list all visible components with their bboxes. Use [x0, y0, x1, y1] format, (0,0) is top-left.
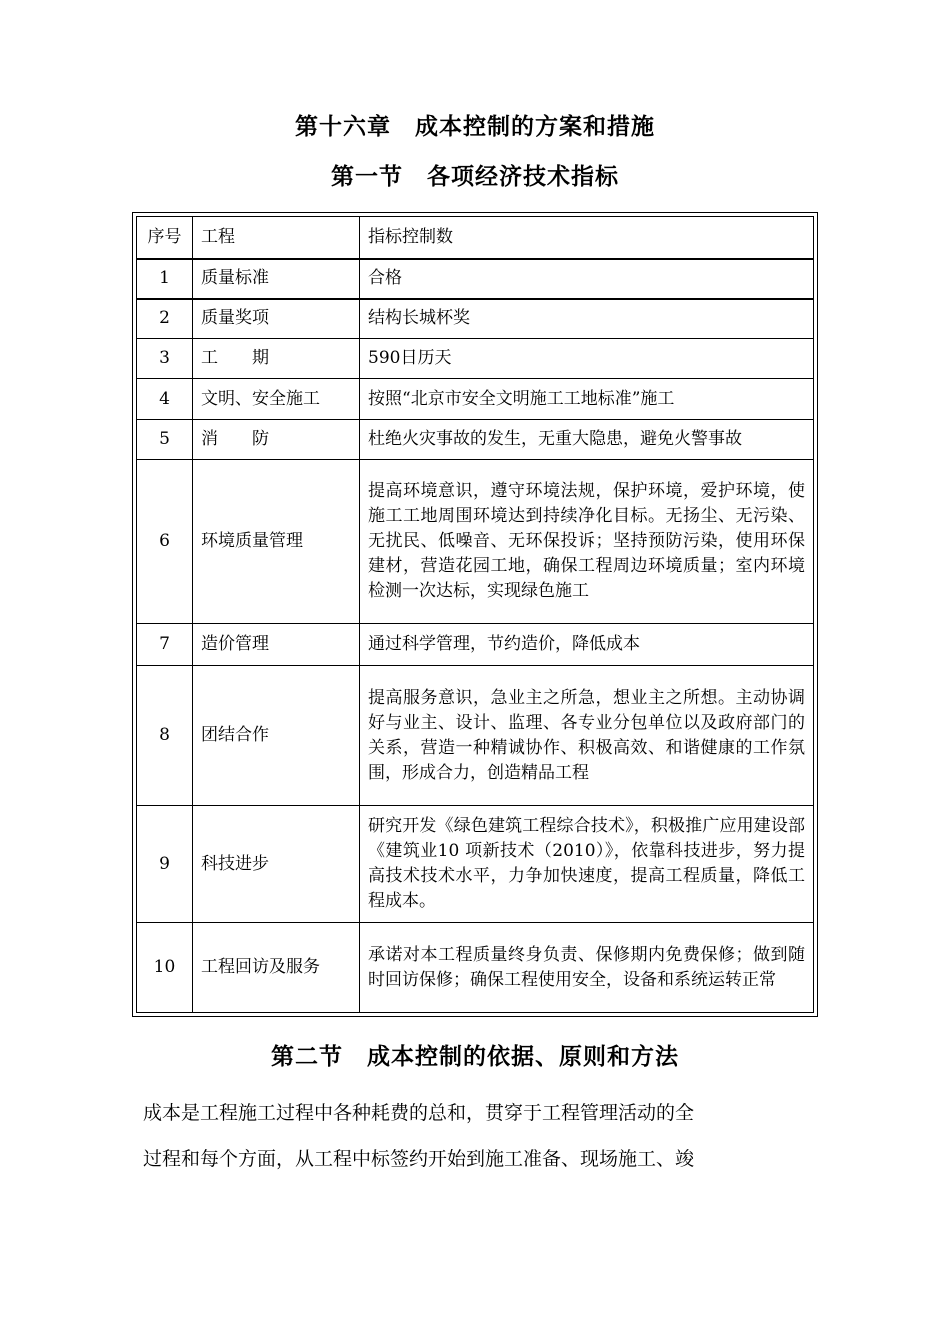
header-item: 工程 — [193, 217, 360, 259]
row-no: 5 — [137, 420, 193, 460]
section-title-1: 第一节 各项经济技术指标 — [331, 164, 619, 190]
row-item: 消 防 — [193, 420, 360, 460]
row-item: 质量标准 — [193, 259, 360, 299]
row-no: 1 — [137, 259, 193, 299]
header-no: 序号 — [137, 217, 193, 259]
chapter-title: 第十六章 成本控制的方案和措施 — [295, 114, 655, 140]
table-row — [137, 379, 814, 420]
row-content: 合格 — [360, 259, 814, 299]
row-content: 提高环境意识，遵守环境法规，保护环境，爱护环境，使施工工地周围环境达到持续净化目标。无扬尘、无污染、无扰民、低噪音、无环保投诉；坚持预防污染，使用环保建材，营造花园工地，确保工程周边环境质量；室内环境检测一次达标，实现绿色施工 — [360, 460, 814, 624]
row-content: 按照“北京市安全文明施工工地标准”施工 — [360, 379, 814, 420]
row-no: 9 — [137, 806, 193, 923]
table-row — [137, 666, 814, 806]
row-no: 2 — [137, 299, 193, 339]
row-item: 团结合作 — [193, 666, 360, 806]
table-row — [137, 923, 814, 1013]
header-content: 指标控制数 — [360, 217, 814, 259]
row-item: 文明、安全施工 — [193, 379, 360, 420]
table-header-row — [137, 217, 814, 259]
row-content: 杜绝火灾事故的发生，无重大隐患，避免火警事故 — [360, 420, 814, 460]
row-item: 科技进步 — [193, 806, 360, 923]
table-row — [137, 339, 814, 379]
table-row — [137, 259, 814, 299]
section-title-2: 第二节 成本控制的依据、原则和方法 — [271, 1044, 679, 1070]
row-no: 3 — [137, 339, 193, 379]
row-no: 10 — [137, 923, 193, 1013]
row-item: 环境质量管理 — [193, 460, 360, 624]
table-row — [137, 299, 814, 339]
table-row — [137, 624, 814, 666]
row-item: 工程回访及服务 — [193, 923, 360, 1013]
table-row — [137, 460, 814, 624]
row-no: 7 — [137, 624, 193, 666]
row-no: 8 — [137, 666, 193, 806]
index-table-frame — [132, 212, 818, 1017]
row-content: 通过科学管理，节约造价，降低成本 — [360, 624, 814, 666]
table-row — [137, 420, 814, 460]
row-item: 工 期 — [193, 339, 360, 379]
table-row — [137, 806, 814, 923]
row-content: 提高服务意识，急业主之所急，想业主之所想。主动协调好与业主、设计、监理、各专业分包单位以及政府部门的关系，营造一种精诚协作、积极高效、和谐健康的工作氛围，形成合力，创造精品工程 — [360, 666, 814, 806]
index-table — [136, 216, 814, 1013]
row-no: 6 — [137, 460, 193, 624]
row-content: 承诺对本工程质量终身负责、保修期内免费保修；做到随时回访保修；确保工程使用安全，设备和系统运转正常 — [360, 923, 814, 1013]
row-content: 590日历天 — [360, 339, 814, 379]
row-content: 结构长城杯奖 — [360, 299, 814, 339]
row-item: 造价管理 — [193, 624, 360, 666]
row-content: 研究开发《绿色建筑工程综合技术》，积极推广应用建设部《建筑业10 项新技术（2010）》，依靠科技进步，努力提高技术技术水平，力争加快速度，提高工程质量，降低工程成本。 — [360, 806, 814, 923]
body-paragraph — [143, 1090, 808, 1182]
paragraph-line: 过程和每个方面，从工程中标签约开始到施工准备、现场施工、竣 — [143, 1148, 695, 1170]
row-item: 质量奖项 — [193, 299, 360, 339]
paragraph-line: 成本是工程施工过程中各种耗费的总和，贯穿于工程管理活动的全 — [143, 1102, 695, 1124]
row-no: 4 — [137, 379, 193, 420]
